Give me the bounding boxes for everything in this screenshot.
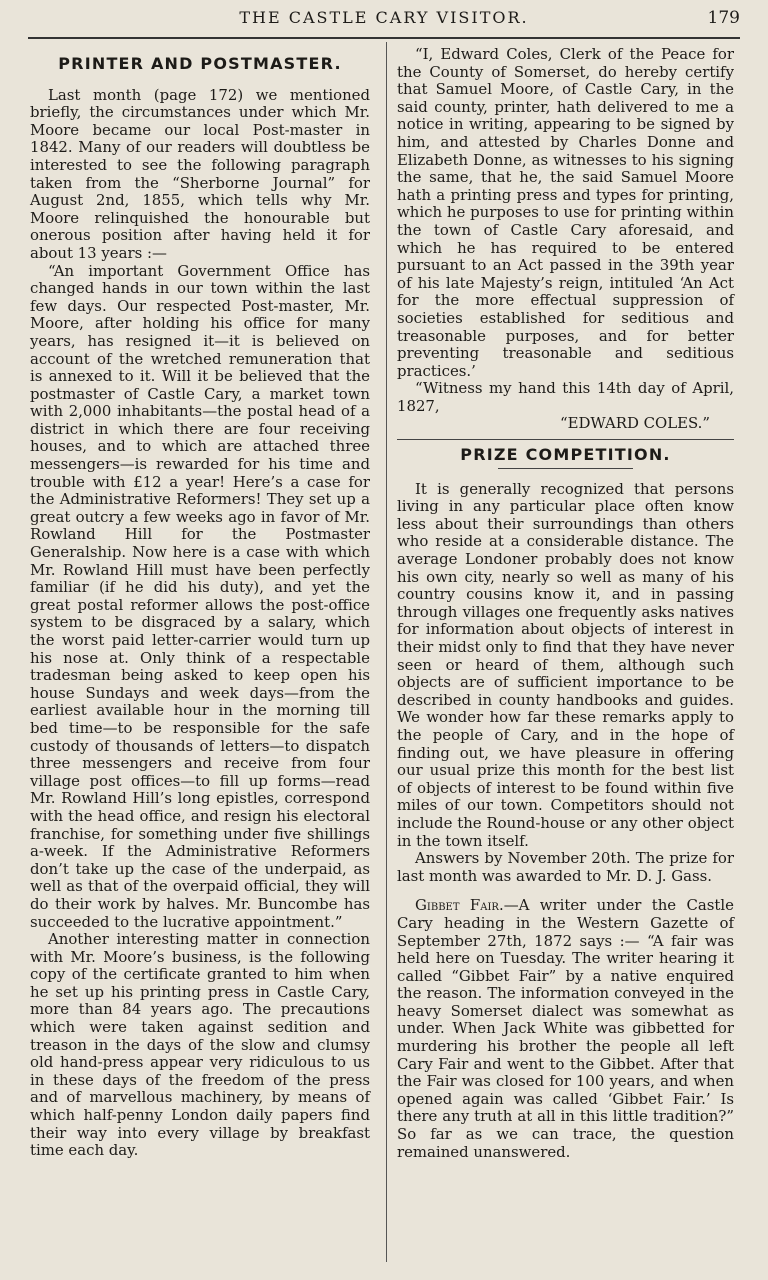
column-divider: [386, 42, 387, 1262]
article-paragraph: Another interesting matter in connection with Mr. Moore’s business, is the following copy of the certificate granted to him when he set up his printing press in Castle Cary, more than 84 years ago. The precautions which were taken against sedition and treason in the days of the slow and clumsy old hand-press appear very ridiculous to us in these days of the freedom of the press and of marvellous machinery, by means of which half-penny London daily papers find their way into every village by breakfast time each day.: [30, 930, 370, 1160]
prize-paragraph-answers: Answers by November 20th. The prize for last month was awarded to Mr. D. J. Gass.: [397, 849, 734, 885]
running-title: THE CASTLE CARY VISITOR.: [239, 8, 529, 27]
certificate-witness-line: “Witness my hand this 14th day of April, 1827,: [397, 379, 734, 415]
left-column: [30, 46, 370, 1160]
article-headline-prize-competition: PRIZE COMPETITION.: [460, 445, 671, 465]
page-number: 179: [707, 8, 740, 28]
right-column: [397, 46, 734, 1161]
running-head: [0, 6, 768, 30]
article-paragraph: Last month (page 172) we mentioned briefly, the circumstances under which Mr. Moore became our local Post-master in 1842. Many of our readers will doubtless be interested to see the following paragraph taken from the “Sherborne Journal” for August 2nd, 1855, which tells why Mr. Moore relinquished the honourable but onerous position after having held it for about 13 years :—: [30, 85, 370, 262]
prize-paragraph: It is generally recognized that persons living in any particular place often know less about their surroundings than others who reside at a considerable distance. The average Londoner probably does not know his own city, nearly so well as many of his country cousins know it, and in passing through villages one frequently asks natives for information about objects of interest in their midst only to find that they have never seen or heard of them, although such objects are of sufficient importance to be described in county handbooks and guides. We wonder how far these remarks apply to the people of Cary, and in the hope of finding out, we have pleasure in offering our usual prize this month for the best list of objects of interest to be found within five miles of our town. Competitors should not include the Round-house or any other object in the town itself.: [397, 479, 734, 850]
article-headline-printer-postmaster: PRINTER AND POSTMASTER.: [58, 54, 342, 73]
certificate-signature: “EDWARD COLES.”: [560, 414, 710, 433]
section-divider: [397, 439, 734, 440]
quoted-paragraph: “An important Government Office has changed hands in our town within the last few days. Our respected Post-master, Mr. Moore, after holding his office for many years, has resigned it—it is believed on account of the wretched remuneration that is annexed to it. Will it be believed that the postmaster of Castle Cary, a market town with 2,000 inhabitants—the postal head of a district in which there are four receiving houses, and to which are attached three messengers—is rewarded for his time and trouble with £12 a year! Here’s a case for the Administrative Reformers! They set up a great outcry a few weeks ago in favor of Mr. Rowland Hill for the Postmaster Generalship. Now here is a case with which Mr. Rowland Hill must have been perfectly familiar (if he did his duty), and yet the great postal reformer allows the post-office system to be disgraced by a salary, which the worst paid letter-carrier would turn up his nose at. Only think of a respectable tradesman being asked to keep open his house Sundays and week days—from the earliest available hour in the morning till bed time—to be responsible for the safe custody of thousands of letters—to dispatch three messengers and receive from four village post offices—to fill up forms—read Mr. Rowland Hill’s long epistles, correspond with the head office, and resign his electoral franchise, for something under five shillings a-week. If the Administrative Reformers don’t take up the case of the underpaid, as well as that of the overpaid official, they will do their work by halves. Mr. Buncombe has succeeded to the lucrative appointment.”: [30, 261, 370, 931]
gibbet-fair-text: —A writer under the Castle Cary heading in the Western Gazette of September 27th, 1872 says :— “A fair was held here on Tuesday. The writer hearing it called “Gibbet Fair” by a native enquired the reason. The information conveyed in the heavy Somerset dialect was somewhat as under. When Jack White was gibbetted for murdering his brother the people all left Cary Fair and went to the Gibbet. After that the Fair was closed for 100 years, and when opened again was called ‘Gibbet Fair.’ Is there any truth at all in this little tradition?” So far as we can trace, the question remained unanswered.: [397, 896, 734, 1161]
certificate-text: “I, Edward Coles, Clerk of the Peace for the County of Somerset, do hereby certify that Samuel Moore, of Castle Cary, in the said county, printer, hath delivered to me a notice in writing, appearing to be signed by him, and attested by Charles Donne and Elizabeth Donne, as witnesses to his signing the same, that he, the said Samuel Moore hath a printing press and types for printing, which he purposes to use for printing within the town of Castle Cary aforesaid, and which he has required to be entered pursuant to an Act passed in the 39th year of his late Majesty’s reign, intituled ‘An Act for the more effectual suppression of societies established for seditious and treasonable purposes, and for better preventing treasonable and seditious practices.’: [397, 45, 734, 380]
gibbet-fair-paragraph: [397, 897, 734, 1161]
header-rule: [28, 37, 740, 39]
gibbet-fair-lead: Gibbet Fair.: [415, 896, 504, 915]
headline-underline: [498, 468, 633, 469]
